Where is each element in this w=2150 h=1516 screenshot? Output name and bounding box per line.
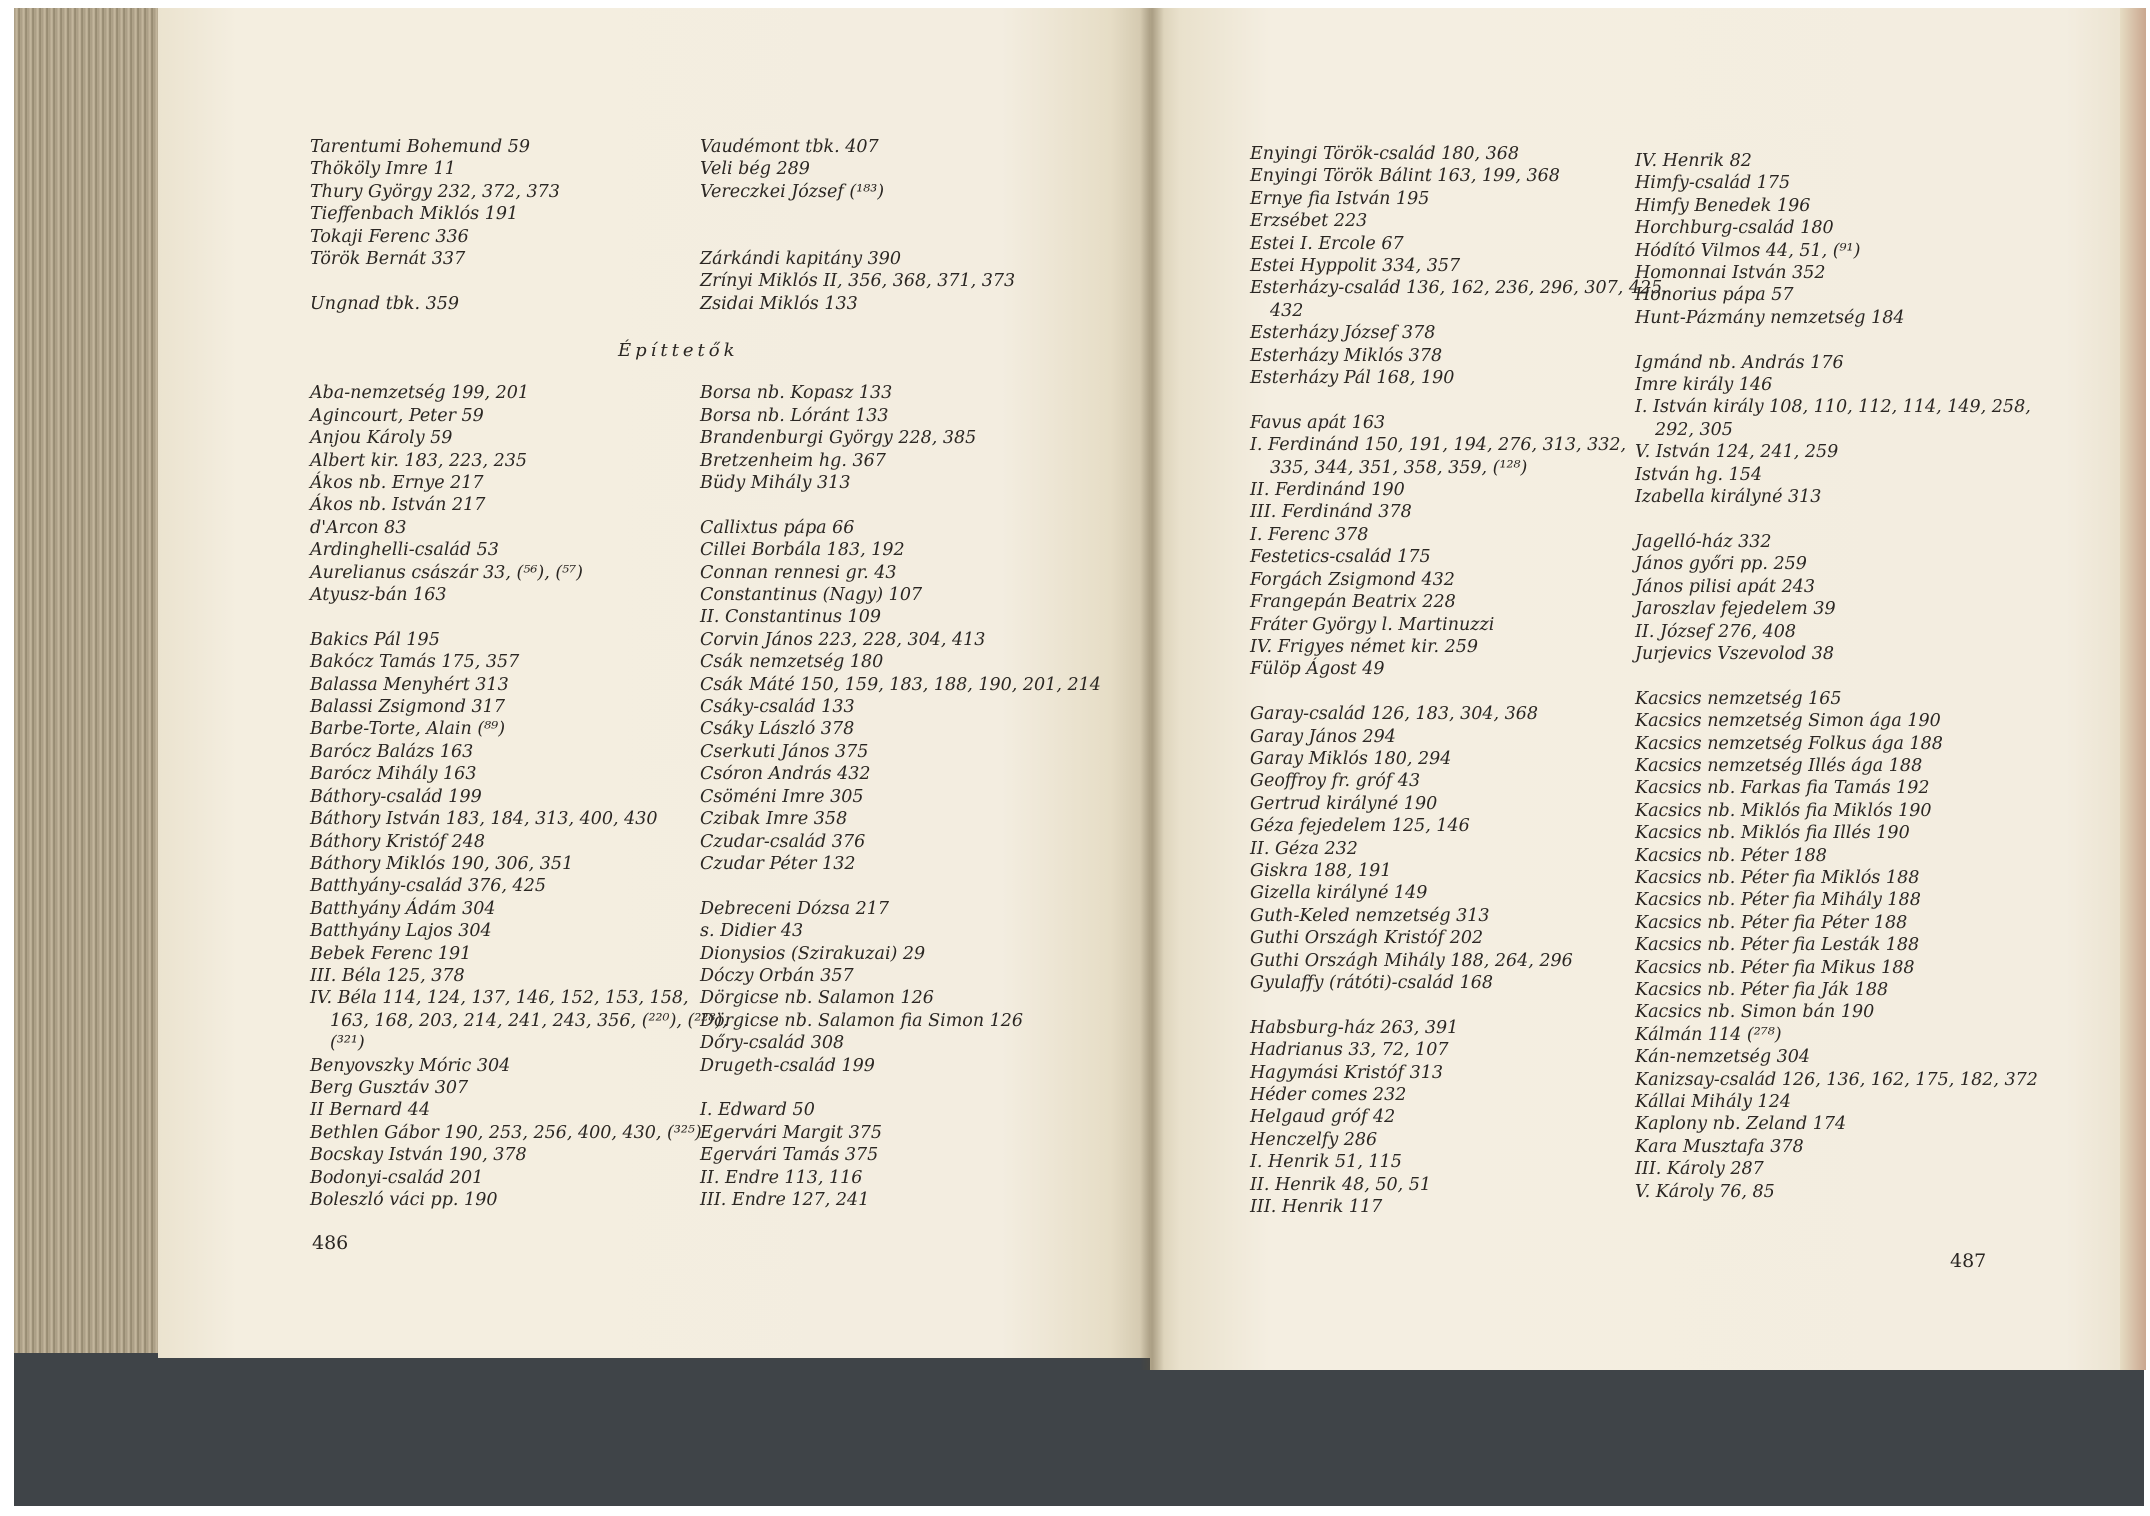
index-entry: Ernye fia István 195 xyxy=(1250,188,1430,209)
index-entry: III. Ferdinánd 378 xyxy=(1250,502,1412,523)
index-entry: Csáky-család 133 xyxy=(700,697,855,718)
index-gap xyxy=(310,315,710,337)
index-entry: Kacsics nb. Simon bán 190 xyxy=(1635,1002,1875,1023)
index-entry: I. Edward 50 xyxy=(700,1100,815,1121)
index-entry: Connan rennesi gr. 43 xyxy=(700,562,897,583)
index-entry: Garay János 294 xyxy=(1250,726,1396,747)
page-number-right: 487 xyxy=(1950,1250,1987,1272)
index-entry: Aurelianus császár 33, (⁵⁶), (⁵⁷) xyxy=(310,562,584,583)
index-entry: Favus apát 163 xyxy=(1250,412,1386,433)
index-entry: d'Arcon 83 xyxy=(310,517,407,538)
index-entry: Garay-család 126, 183, 304, 368 xyxy=(1250,704,1539,725)
index-column-1 xyxy=(310,136,728,1211)
index-entry: Atyusz-bán 163 xyxy=(310,585,447,606)
index-entry: Kaplony nb. Zeland 174 xyxy=(1635,1114,1847,1135)
index-entry: Egervári Tamás 375 xyxy=(700,1145,879,1166)
index-entry: Erzsébet 223 xyxy=(1250,211,1368,232)
index-entry: Bretzenheim hg. 367 xyxy=(700,450,886,471)
index-entry: Kacsics nemzetség 165 xyxy=(1635,688,1842,709)
index-entry: Bakócz Tamás 175, 357 xyxy=(310,652,520,673)
index-entry: Barócz Balázs 163 xyxy=(310,741,474,762)
index-gap xyxy=(310,360,710,382)
index-entry: Forgách Zsigmond 432 xyxy=(1250,569,1455,590)
index-entry: Dóczy Orbán 357 xyxy=(700,965,854,986)
index-gap xyxy=(700,315,1080,337)
index-entry: II. Endre 113, 116 xyxy=(700,1167,863,1188)
index-gap xyxy=(310,606,710,628)
index-entry: Ákos nb. István 217 xyxy=(310,495,486,516)
book-page-edges xyxy=(14,8,164,1353)
index-entry: I. Henrik 51, 115 xyxy=(1250,1152,1402,1173)
index-entry: Aba-nemzetség 199, 201 xyxy=(310,383,530,404)
index-entry: Hódító Vilmos 44, 51, (⁹¹) xyxy=(1635,240,1861,261)
index-entry: Callixtus pápa 66 xyxy=(700,517,855,538)
index-gap xyxy=(700,875,1080,897)
index-entry: Kanizsay-család 126, 136, 162, 175, 182, 372 xyxy=(1635,1069,2038,1090)
index-entry: I. Ferdinánd 150, 191, 194, 276, 313, 332, xyxy=(1250,435,1627,456)
index-entry: Giskra 188, 191 xyxy=(1250,860,1392,881)
index-entry: Drugeth-család 199 xyxy=(700,1055,875,1076)
index-entry: Dionysios (Szirakuzai) 29 xyxy=(700,943,926,964)
index-entry: II. Géza 232 xyxy=(1250,838,1358,859)
index-entry: János pilisi apát 243 xyxy=(1635,576,1815,597)
section-heading: Építtetők xyxy=(618,340,739,361)
index-entry: Bocskay István 190, 378 xyxy=(310,1145,527,1166)
index-entry: Batthyány Ádám 304 xyxy=(310,898,496,919)
index-entry: Jaroszlav fejedelem 39 xyxy=(1635,599,1836,620)
index-entry: Anjou Károly 59 xyxy=(310,428,453,449)
index-entry: II. Ferdinánd 190 xyxy=(1250,480,1405,501)
index-entry: Egervári Margit 375 xyxy=(700,1122,883,1143)
index-entry: V. Károly 76, 85 xyxy=(1635,1181,1775,1202)
index-entry: Borsa nb. Lóránt 133 xyxy=(700,405,889,426)
index-entry: Csóron András 432 xyxy=(700,764,871,785)
index-entry: Tieffenbach Miklós 191 xyxy=(310,204,519,225)
index-gap xyxy=(1635,508,2035,530)
index-entry: Jurjevics Vszevolod 38 xyxy=(1635,643,1835,664)
index-gap xyxy=(1250,389,1630,411)
index-entry: II. Constantinus 109 xyxy=(700,607,881,628)
index-entry: Kacsics nb. Farkas fia Tamás 192 xyxy=(1635,778,1930,799)
index-entry: I. Ferenc 378 xyxy=(1250,524,1369,545)
book-gutter xyxy=(1140,8,1164,1370)
index-entry: Báthory Kristóf 248 xyxy=(310,831,485,852)
index-entry: Frangepán Beatrix 228 xyxy=(1250,592,1456,613)
index-entry: Horchburg-család 180 xyxy=(1635,218,1834,239)
index-entry: Dörgicse nb. Salamon 126 xyxy=(700,988,934,1009)
index-entry: Báthory István 183, 184, 313, 400, 430 xyxy=(310,809,658,830)
index-gap xyxy=(1250,681,1630,703)
index-entry: Debreceni Dózsa 217 xyxy=(700,898,890,919)
index-entry: Géza fejedelem 125, 146 xyxy=(1250,816,1470,837)
index-entry: István hg. 154 xyxy=(1635,464,1763,485)
index-column-3 xyxy=(1250,143,1668,1218)
index-entry: Kacsics nb. Péter 188 xyxy=(1635,845,1827,866)
index-entry: Zrínyi Miklós II, 356, 368, 371, 373 xyxy=(700,271,1016,292)
index-entry: Ákos nb. Ernye 217 xyxy=(310,473,484,494)
index-entry: IV. Béla 114, 124, 137, 146, 152, 153, 158, xyxy=(310,988,689,1009)
index-entry: Kara Musztafa 378 xyxy=(1635,1136,1804,1157)
index-entry: II. Henrik 48, 50, 51 xyxy=(1250,1174,1432,1195)
index-entry: Dőry-család 308 xyxy=(700,1033,845,1054)
index-entry: 432 xyxy=(1270,300,1304,321)
index-entry: Esterházy Miklós 378 xyxy=(1250,345,1443,366)
index-entry: Thury György 232, 372, 373 xyxy=(310,181,560,202)
index-entry: Cserkuti János 375 xyxy=(700,741,869,762)
index-entry: Czudar Péter 132 xyxy=(700,853,856,874)
index-entry: Barócz Mihály 163 xyxy=(310,764,477,785)
index-entry: Garay Miklós 180, 294 xyxy=(1250,748,1452,769)
index-entry: Esterházy Pál 168, 190 xyxy=(1250,368,1455,389)
index-gap xyxy=(310,270,710,292)
index-entry: Gertrud királyné 190 xyxy=(1250,793,1438,814)
index-entry: Batthyány Lajos 304 xyxy=(310,921,492,942)
index-entry: Esterházy József 378 xyxy=(1250,323,1436,344)
index-entry: III. Károly 287 xyxy=(1635,1159,1764,1180)
index-entry: Thököly Imre 11 xyxy=(310,159,456,180)
index-entry: Tokaji Ferenc 336 xyxy=(310,226,469,247)
index-entry: Kacsics nb. Péter fia Ják 188 xyxy=(1635,979,1889,1000)
index-entry: 292, 305 xyxy=(1655,419,1733,440)
index-entry: III. Henrik 117 xyxy=(1250,1197,1383,1218)
index-entry: 335, 344, 351, 358, 359, (¹²⁸) xyxy=(1270,457,1528,478)
index-entry: Esterházy-család 136, 162, 236, 296, 307, 425, xyxy=(1250,278,1668,299)
index-entry: Kállai Mihály 124 xyxy=(1635,1092,1791,1113)
index-entry: Constantinus (Nagy) 107 xyxy=(700,585,923,606)
index-entry: I. István király 108, 110, 112, 114, 149, 258, xyxy=(1635,397,2031,418)
index-entry: Bodonyi-család 201 xyxy=(310,1167,484,1188)
index-entry: Balassa Menyhért 313 xyxy=(310,674,509,695)
index-gap xyxy=(1635,665,2035,687)
index-entry: Török Bernát 337 xyxy=(310,249,466,270)
index-entry: Kacsics nb. Péter fia Lesták 188 xyxy=(1635,935,1920,956)
index-gap xyxy=(700,1077,1080,1099)
index-entry: Himfy-család 175 xyxy=(1635,173,1791,194)
index-entry: 163, 168, 203, 214, 241, 243, 356, (²²⁰), (²²⁸), xyxy=(330,1010,728,1031)
index-entry: II. József 276, 408 xyxy=(1635,621,1797,642)
index-entry: s. Didier 43 xyxy=(700,921,804,942)
index-entry: Kacsics nemzetség Simon ága 190 xyxy=(1635,711,1941,732)
index-entry: IV. Henrik 82 xyxy=(1635,151,1752,171)
index-entry: Veli bég 289 xyxy=(700,159,810,180)
index-gap xyxy=(700,360,1080,382)
index-entry: IV. Frigyes német kir. 259 xyxy=(1250,636,1479,657)
index-entry: Fráter György l. Martinuzzi xyxy=(1250,614,1495,635)
index-entry: Guth-Keled nemzetség 313 xyxy=(1250,905,1490,926)
index-entry: Gyulaffy (rátóti)-család 168 xyxy=(1250,973,1493,993)
index-entry: Borsa nb. Kopasz 133 xyxy=(700,383,893,404)
index-entry: Guthi Országh Mihály 188, 264, 296 xyxy=(1250,950,1573,971)
index-entry: Kacsics nemzetség Illés ága 188 xyxy=(1635,755,1923,776)
index-entry: Estei I. Ercole 67 xyxy=(1250,233,1404,254)
index-entry: Kálmán 114 (²⁷⁸) xyxy=(1635,1024,1782,1045)
index-entry: III. Béla 125, 378 xyxy=(310,965,465,986)
index-entry: Imre király 146 xyxy=(1635,375,1773,396)
index-entry: Helgaud gróf 42 xyxy=(1250,1107,1396,1128)
index-entry: Igmánd nb. András 176 xyxy=(1635,352,1844,373)
index-entry: Tarentumi Bohemund 59 xyxy=(310,137,530,157)
index-entry: Benyovszky Móric 304 xyxy=(310,1055,511,1076)
book-cover-edge xyxy=(2120,8,2146,1370)
index-entry: III. Endre 127, 241 xyxy=(700,1189,870,1210)
index-gap xyxy=(700,338,1080,360)
index-entry: Báthory Miklós 190, 306, 351 xyxy=(310,853,574,874)
index-entry: Estei Hyppolit 334, 357 xyxy=(1250,256,1461,277)
index-entry: Izabella királyné 313 xyxy=(1635,487,1822,508)
index-entry: Enyingi Török-család 180, 368 xyxy=(1250,144,1520,164)
index-gap xyxy=(700,203,1080,225)
index-entry: Kacsics nb. Péter fia Mikus 188 xyxy=(1635,957,1915,978)
index-entry: Cillei Borbála 183, 192 xyxy=(700,540,905,561)
index-entry: Guthi Országh Kristóf 202 xyxy=(1250,928,1484,949)
index-entry: Csöméni Imre 305 xyxy=(700,786,864,807)
index-entry: Fülöp Ágost 49 xyxy=(1250,659,1385,680)
index-entry: Vaudémont tbk. 407 xyxy=(700,137,879,157)
index-entry: Büdy Mihály 313 xyxy=(700,473,851,494)
index-gap xyxy=(700,226,1080,248)
index-entry: Honorius pápa 57 xyxy=(1635,285,1794,306)
index-entry: Dörgicse nb. Salamon fia Simon 126 xyxy=(700,1010,1024,1031)
index-entry: Kacsics nb. Miklós fia Illés 190 xyxy=(1635,823,1910,844)
index-entry: Balassi Zsigmond 317 xyxy=(310,697,505,718)
index-entry: Csák Máté 150, 159, 183, 188, 190, 201, 214 xyxy=(700,674,1101,695)
index-entry: Batthyány-család 376, 425 xyxy=(310,876,546,897)
index-entry: János győri pp. 259 xyxy=(1635,554,1807,575)
page-number-left: 486 xyxy=(312,1232,349,1254)
index-entry: Kán-nemzetség 304 xyxy=(1635,1047,1811,1068)
index-entry: Albert kir. 183, 223, 235 xyxy=(310,450,527,471)
index-entry: Barbe-Torte, Alain (⁸⁹) xyxy=(310,719,506,740)
index-entry: Himfy Benedek 196 xyxy=(1635,195,1811,216)
index-entry: Bebek Ferenc 191 xyxy=(310,943,472,964)
index-entry: Kacsics nb. Péter fia Péter 188 xyxy=(1635,912,1908,933)
index-entry: Ardinghelli-család 53 xyxy=(310,540,499,561)
index-entry: Hagymási Kristóf 313 xyxy=(1250,1062,1443,1083)
index-entry: Henczelfy 286 xyxy=(1250,1129,1378,1150)
index-entry: V. István 124, 241, 259 xyxy=(1635,442,1839,463)
index-entry: Habsburg-ház 263, 391 xyxy=(1250,1017,1459,1038)
index-entry: Geoffroy fr. gróf 43 xyxy=(1250,771,1421,792)
index-entry: Hunt-Pázmány nemzetség 184 xyxy=(1635,307,1905,328)
index-entry: Czudar-család 376 xyxy=(700,831,866,852)
index-entry: Czibak Imre 358 xyxy=(700,809,848,830)
index-column-2 xyxy=(700,136,1101,1211)
index-entry: Corvin János 223, 228, 304, 413 xyxy=(700,629,986,650)
index-entry: Bakics Pál 195 xyxy=(310,629,440,650)
index-entry: Kacsics nemzetség Folkus ága 188 xyxy=(1635,733,1943,754)
index-entry: Hadrianus 33, 72, 107 xyxy=(1250,1040,1449,1061)
index-entry: Kacsics nb. Péter fia Mihály 188 xyxy=(1635,890,1921,911)
index-gap xyxy=(1250,994,1630,1016)
index-entry: Berg Gusztáv 307 xyxy=(310,1077,469,1098)
index-entry: Agincourt, Peter 59 xyxy=(310,405,484,426)
index-entry: Kacsics nb. Miklós fia Miklós 190 xyxy=(1635,800,1932,821)
index-entry: Csák nemzetség 180 xyxy=(700,652,884,673)
index-entry: Zsidai Miklós 133 xyxy=(700,293,858,314)
index-entry: Héder comes 232 xyxy=(1250,1085,1407,1106)
index-entry: Gizella királyné 149 xyxy=(1250,883,1428,904)
index-entry: Homonnai István 352 xyxy=(1635,263,1826,284)
index-entry: Zárkándi kapitány 390 xyxy=(700,249,902,269)
index-gap xyxy=(700,494,1080,516)
index-entry: Vereczkei József (¹⁸³) xyxy=(700,181,885,202)
index-entry: Enyingi Török Bálint 163, 199, 368 xyxy=(1250,166,1560,187)
index-entry: Ungnad tbk. 359 xyxy=(310,293,460,314)
index-entry: Kacsics nb. Péter fia Miklós 188 xyxy=(1635,867,1920,888)
index-gap xyxy=(1635,329,2035,351)
index-entry: Csáky László 378 xyxy=(700,719,855,740)
index-entry: Jagelló-ház 332 xyxy=(1635,531,1772,552)
index-entry: Báthory-család 199 xyxy=(310,786,482,807)
index-entry: Brandenburgi György 228, 385 xyxy=(700,428,977,449)
index-entry: Festetics-család 175 xyxy=(1250,547,1431,568)
index-entry: Boleszló váci pp. 190 xyxy=(310,1190,498,1211)
index-entry: Bethlen Gábor 190, 253, 256, 400, 430, (³²⁵) xyxy=(310,1122,702,1143)
index-entry: (³²¹) xyxy=(330,1033,365,1054)
index-column-4 xyxy=(1635,150,2038,1203)
index-entry: II Bernard 44 xyxy=(310,1100,431,1121)
